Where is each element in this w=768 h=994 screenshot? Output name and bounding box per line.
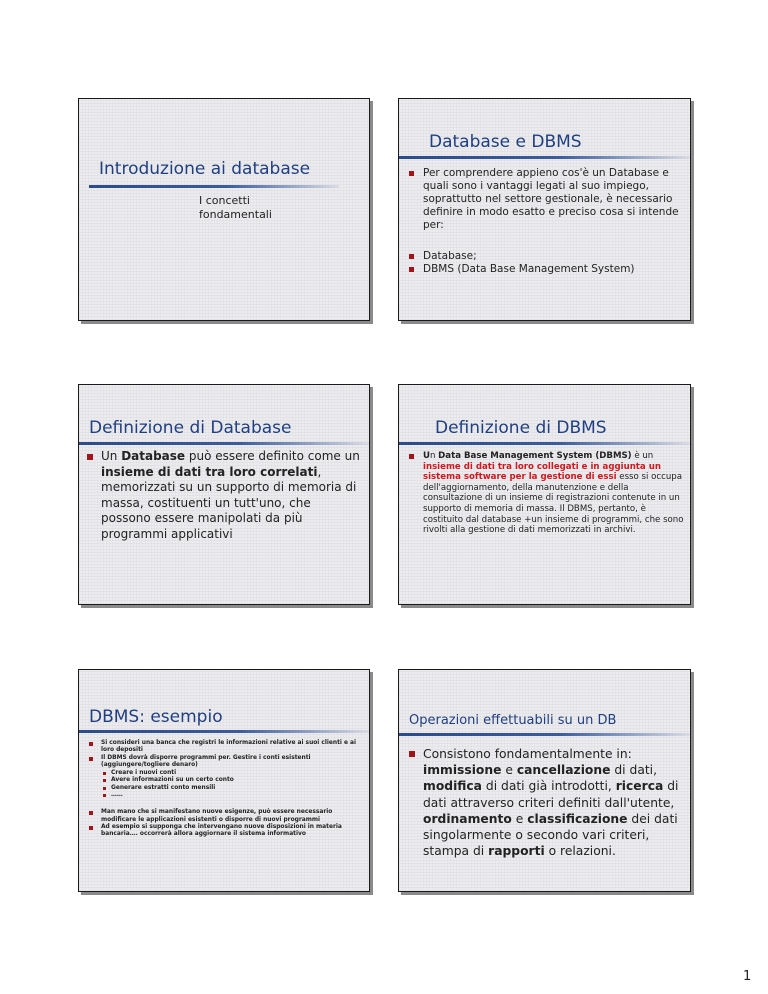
text-run: di dati attraverso criteri definiti dall'utente, [423, 779, 679, 810]
text-run: di dati, [610, 763, 657, 778]
text-run: Un [101, 449, 122, 463]
bullet-list [89, 740, 359, 839]
sub-bullet-list [101, 770, 359, 799]
bold-term: Data Base Management System (DBMS) [438, 451, 632, 461]
bold-term: insieme di dati tra loro correlati [101, 464, 318, 479]
highlighted-term: insieme di dati tra loro collegati e in aggiunta un sistema software per la gestione di essi [423, 461, 661, 483]
text-run: Il DBMS dovrà disporre programmi per. Gestire i conti esistenti (aggiungere/togliere denaro) [101, 754, 311, 768]
bold-term: immissione [423, 763, 502, 778]
slide-title: DBMS: esempio [89, 707, 223, 727]
bullet-item: Per comprendere appieno cos'è un Database e quali sono i vantaggi legati al suo impiego, soprattutto nel settore gestionale, è necessario definire in modo esatto e preciso cosa si intende per: [409, 167, 679, 232]
title-underline [89, 185, 339, 188]
text-run: Consistono fondamentalmente in: [423, 747, 632, 761]
text-run: esso si occupa dell'aggiornamento, della manutenzione e della consultazione di un insieme di registrazioni contenute in un supporto di memoria di massa. Il DBMS, pertanto, è costituito dal database +un insieme di programmi, che sono rivolti alla gestione di dati memorizzati in archivi. [423, 472, 684, 536]
bullet-list [409, 746, 684, 859]
slide-definizione-database [78, 384, 370, 605]
title-underline [399, 442, 691, 445]
bold-term: rapporti [488, 844, 545, 859]
slide-database-e-dbms [398, 98, 691, 321]
bullet-item: Man mano che si manifestano nuove esigenze, può essere necessario modificare le applicazioni esistenti o disporre di nuovi programmi [89, 809, 359, 824]
title-underline [79, 442, 370, 445]
bold-term: Database [121, 449, 186, 463]
text-run: può essere definito come un [185, 449, 360, 463]
slide-definizione-dbms [398, 384, 691, 605]
text-run: n [429, 451, 439, 461]
bullet-list [409, 167, 679, 276]
text-run: è un [631, 451, 654, 461]
slide-subtitle [199, 194, 319, 222]
bullet-list [409, 451, 684, 536]
bold-term: U [423, 451, 430, 461]
bullet-item: DBMS (Data Base Management System) [409, 263, 679, 276]
bullet-item [409, 451, 684, 536]
sub-bullet-item: Avere informazioni su un certo conto [101, 777, 359, 784]
slide-title: Definizione di Database [89, 418, 292, 438]
bold-term: classificazione [527, 811, 628, 826]
sub-bullet-item: Creare i nuovi conti [101, 770, 359, 777]
sub-bullet-item: …… [101, 792, 359, 799]
subtitle-line: fondamentali [199, 208, 272, 221]
bullet-item [87, 449, 361, 543]
slide-title: Database e DBMS [429, 132, 582, 152]
text-run: e [511, 811, 528, 826]
bullet-item: Ad esempio si supponga che intervengano nuove disposizioni in materia bancaria…. occorrerà allora aggiornare il sistema informativo [89, 824, 359, 839]
text-run: , memorizzati su un supporto di memoria di massa, costituenti un tutt'uno, che possono essere manipolati da più programmi applicativi [101, 464, 357, 541]
slide-title: Introduzione ai database [99, 159, 311, 179]
bullet-item [409, 746, 684, 859]
bold-term: ricerca [615, 779, 664, 794]
bullet-list [87, 449, 361, 543]
slide-introduzione [78, 98, 370, 321]
bullet-item: Database; [409, 250, 679, 263]
text-run: dei dati singolarmente o secondo vari criteri, stampa di [423, 811, 678, 859]
slide-title: Operazioni effettuabili su un DB [409, 713, 617, 728]
bold-term: cancellazione [516, 763, 611, 778]
bold-term: ordinamento [423, 811, 512, 826]
text-run: e [501, 763, 517, 778]
slide-title: Definizione di DBMS [435, 418, 607, 438]
bullet-item: Si consideri una banca che registri le informazioni relative ai suoi clienti e ai loro depositi [89, 740, 359, 755]
title-underline [79, 730, 370, 733]
subtitle-line: I concetti [199, 194, 250, 207]
page-number: 1 [743, 969, 752, 984]
title-underline [399, 733, 690, 736]
text-run: o relazioni. [544, 844, 616, 859]
bold-term: modifica [423, 779, 482, 794]
title-underline [399, 156, 690, 159]
slide-operazioni-db [398, 669, 691, 892]
sub-bullet-item: Generare estratti conto mensili [101, 785, 359, 792]
slide-dbms-esempio [78, 669, 370, 892]
bullet-item [89, 755, 359, 800]
text-run: di dati già introdotti, [481, 779, 616, 794]
